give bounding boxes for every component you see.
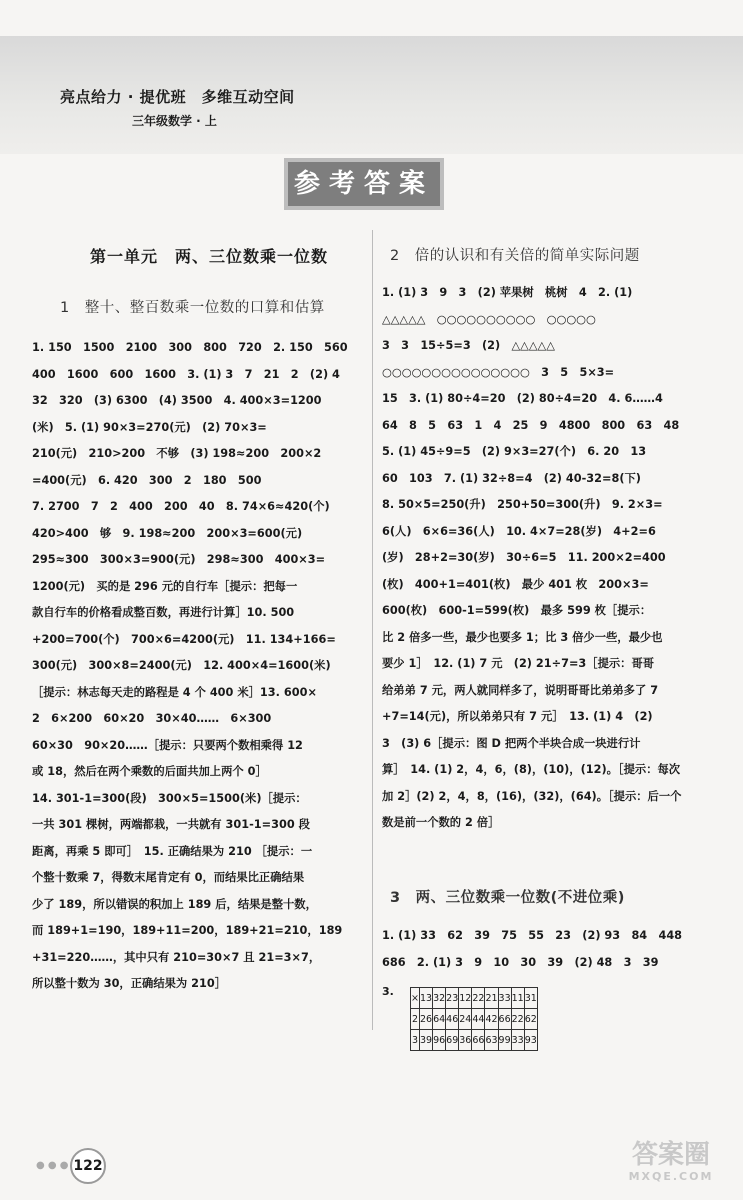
answer-line: 6(人) 6×6=36(人) 10. 4×7=28(岁) 4+2=6 [382, 524, 656, 538]
table-row [411, 1009, 538, 1030]
answer-line: 60×30 90×20……［提示：只要两个数相乘得 12 [32, 738, 303, 752]
left-section-title: 1 整十、整百数乘一位数的口算和估算 [60, 300, 325, 316]
answer-line: 3 (3) 6［提示：图 D 把两个半块合成一块进行计 [382, 736, 641, 750]
table-cell: 26 [419, 1009, 432, 1030]
table-cell: 44 [472, 1009, 485, 1030]
answer-line: (岁) 28+2=30(岁) 30÷6=5 11. 200×2=400 [382, 551, 666, 564]
table-row [411, 1030, 538, 1051]
answer-line: 数是前一个数的 2 倍］ [382, 816, 500, 829]
section3-title: 3 两、三位数乘一位数(不进位乘) [390, 890, 625, 906]
table-cell: 96 [433, 1030, 446, 1051]
answer-line: 3 3 15÷5=3 (2) △△△△△ [382, 339, 555, 352]
column-divider [372, 230, 373, 1030]
table-cell: 11 [511, 988, 524, 1009]
watermark [616, 1140, 726, 1195]
watermark-text: 答案圈 [631, 1140, 710, 1170]
answer-line: 少了 189，所以错误的积加上 189 后，结果是整十数， [32, 897, 317, 911]
table-cell: 23 [446, 988, 459, 1009]
table-cell: 24 [459, 1009, 472, 1030]
answer-line: 或 18，然后在两个乘数的后面共加上两个 0］ [32, 765, 267, 778]
answer-line: 14. 301-1=300(段) 300×5=1500(米)［提示： [32, 791, 307, 805]
answer-line: △△△△△ ○○○○○○○○○○ ○○○○○ [382, 312, 596, 326]
answer-line: 1. 150 1500 2100 300 800 720 2. 150 560 [32, 341, 348, 354]
left-answers [32, 335, 367, 998]
unit-title: 第一单元 两、三位数乘一位数 [90, 247, 329, 266]
table-cell: 3 [411, 1030, 420, 1051]
answer-line: 210(元) 210>200 不够 (3) 198≈200 200×2 [32, 447, 322, 460]
series-title: 亮点给力 · 提优班 多维互动空间 [60, 88, 295, 106]
table-cell: 32 [433, 988, 446, 1009]
answer-line: ［提示：林志每天走的路程是 4 个 400 米］13. 600× [32, 685, 317, 699]
answer-line: 60 103 7. (1) 32÷8=4 (2) 40-32=8(下) [382, 471, 641, 485]
answer-line: 15 3. (1) 80÷4=20 (2) 80÷4=20 4. 6……4 [382, 392, 663, 405]
answer-line: 8. 50×5=250(升) 250+50=300(升) 9. 2×3= [382, 498, 663, 511]
answer-line: (枚) 400+1=401(枚) 最少 401 枚 200×3= [382, 577, 649, 591]
table-cell: 31 [524, 988, 537, 1009]
answer-line: 1. (1) 3 9 3 (2) 苹果树 桃树 4 2. (1) [382, 286, 633, 299]
grade-label: 三年级数学 · 上 [132, 114, 217, 128]
table-cell: 46 [446, 1009, 459, 1030]
table-cell: 2 [411, 1009, 420, 1030]
answer-line: 给弟弟 7 元，两人就同样多了，说明哥哥比弟弟多了 7 [382, 683, 659, 697]
table-cell: × [411, 988, 420, 1009]
answer-line: 一共 301 棵树，两端都栽，一共就有 301-1=300 段 [32, 818, 310, 831]
answer-line: 32 320 (3) 6300 (4) 3500 4. 400×3=1200 [32, 394, 322, 407]
answer-line: =400(元) 6. 420 300 2 180 500 [32, 473, 262, 487]
table-cell: 36 [459, 1030, 472, 1051]
table-cell: 13 [419, 988, 432, 1009]
table-cell: 39 [419, 1030, 432, 1051]
answer-line: 算］ 14. (1) 2，4，6，(8)，(10)，(12)。［提示：每次 [382, 763, 681, 776]
table-cell: 12 [459, 988, 472, 1009]
answer-line: ○○○○○○○○○○○○○○○ 3 5 5×3= [382, 365, 615, 379]
answer-line: 加 2］(2) 2，4，8，(16)，(32)，(64)。［提示：后一个 [382, 789, 682, 803]
answer-banner: 参考答案 [288, 162, 440, 206]
table-cell: 66 [472, 1030, 485, 1051]
answer-line: 而 189+1=190，189+11=200，189+21=210，189 [32, 924, 343, 937]
page-number: 122 [70, 1148, 106, 1184]
right-section-title: 2 倍的认识和有关倍的简单实际问题 [390, 248, 640, 264]
table-cell: 33 [511, 1030, 524, 1051]
table-row [411, 988, 538, 1009]
answer-line: 所以整十数为 30，正确结果为 210］ [32, 977, 227, 990]
answer-line: 比 2 倍多一些，最少也要多 1；比 3 倍少一些，最少也 [382, 630, 663, 644]
answer-line: +200=700(个) 700×6=4200(元) 11. 134+166= [32, 632, 336, 646]
table-cell: 66 [498, 1009, 511, 1030]
table-cell: 99 [498, 1030, 511, 1051]
answer-line: 要少 1］ 12. (1) 7 元 (2) 21÷7=3［提示：哥哥 [382, 657, 655, 670]
answer-line: 距离，再乘 5 即可］ 15. 正确结果为 210 ［提示：一 [32, 844, 313, 858]
answer-line: 300(元) 300×8=2400(元) 12. 400×4=1600(米) [32, 659, 331, 672]
answer-line: 295≈300 300×3=900(元) 298≈300 400×3= [32, 553, 326, 566]
answer-line: 420>400 够 9. 198≈200 200×3=600(元) [32, 526, 303, 540]
answer-line: 1. (1) 33 62 39 75 55 23 (2) 93 84 448 [382, 929, 683, 942]
right-answers [382, 280, 717, 837]
table-cell: 62 [524, 1009, 537, 1030]
table-cell: 22 [472, 988, 485, 1009]
table-cell: 93 [524, 1030, 537, 1051]
section3-answers [382, 923, 717, 976]
answer-line: 款自行车的价格看成整百数，再进行计算］10. 500 [32, 606, 295, 619]
table-cell: 63 [485, 1030, 498, 1051]
table-cell: 42 [485, 1009, 498, 1030]
table-label: 3. [382, 985, 394, 998]
watermark-url: MXQE.COM [628, 1170, 714, 1183]
answer-line: 7. 2700 7 2 400 200 40 8. 74×6≈420(个) [32, 500, 330, 513]
answer-line: 5. (1) 45÷9=5 (2) 9×3=27(个) 6. 20 13 [382, 445, 647, 458]
answer-line: +31=220……，其中只有 210=30×7 且 21=3×7， [32, 950, 321, 964]
table-cell: 33 [498, 988, 511, 1009]
answer-line: (米) 5. (1) 90×3=270(元) (2) 70×3= [32, 420, 267, 434]
table-cell: 21 [485, 988, 498, 1009]
decor-dots: ● ● ● [36, 1160, 69, 1171]
answer-line: 64 8 5 63 1 4 25 9 4800 800 63 48 [382, 418, 680, 432]
table-cell: 22 [511, 1009, 524, 1030]
multiplication-table [410, 987, 538, 1051]
answer-line: 400 1600 600 1600 3. (1) 3 7 21 2 (2) 4 [32, 367, 340, 381]
answer-line: 600(枚) 600-1=599(枚) 最多 599 枚［提示： [382, 604, 652, 617]
answer-line: 2 6×200 60×20 30×40…… 6×300 [32, 712, 272, 725]
table-cell: 64 [433, 1009, 446, 1030]
answer-line: 个整十数乘 7，得数末尾肯定有 0，而结果比正确结果 [32, 871, 305, 884]
answer-line: +7=14(元)，所以弟弟只有 7 元］ 13. (1) 4 (2) [382, 710, 653, 723]
table-cell: 69 [446, 1030, 459, 1051]
answer-line: 686 2. (1) 3 9 10 30 39 (2) 48 3 39 [382, 955, 659, 969]
answer-line: 1200(元) 买的是 296 元的自行车［提示：把每一 [32, 579, 298, 593]
